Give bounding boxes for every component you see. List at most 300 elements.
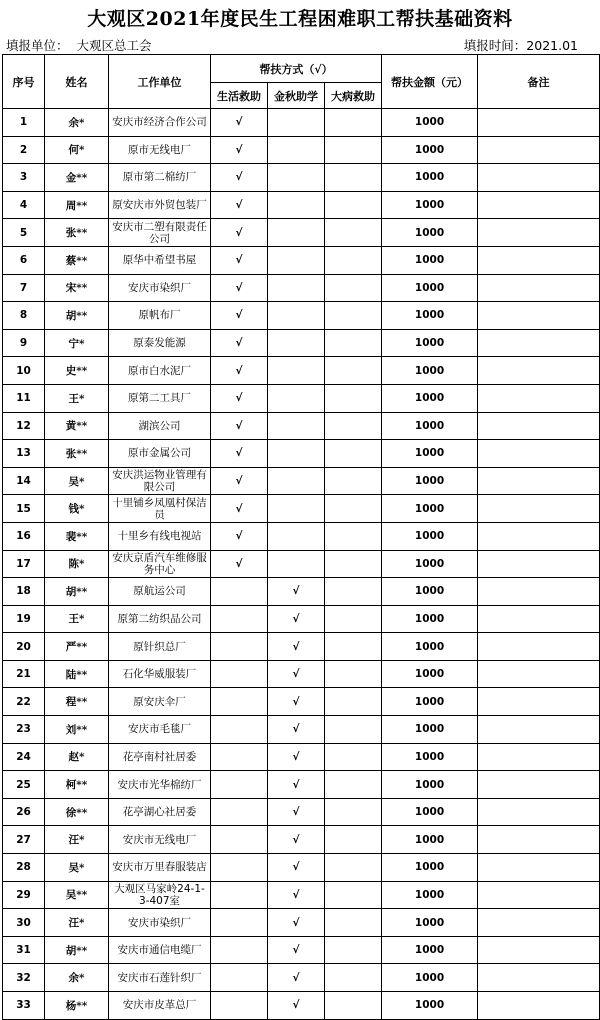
row-name: 王* xyxy=(45,605,109,633)
row-note xyxy=(478,909,600,937)
row-illness-aid-check xyxy=(325,633,382,661)
row-name: 刘** xyxy=(45,716,109,744)
row-autumn-study-check xyxy=(268,274,325,302)
row-autumn-study-check: √ xyxy=(268,578,325,606)
row-amount: 1000 xyxy=(382,467,478,495)
row-illness-aid-check xyxy=(325,329,382,357)
row-amount: 1000 xyxy=(382,605,478,633)
row-work-unit: 花亭南村社居委 xyxy=(109,743,211,771)
row-work-unit: 原航运公司 xyxy=(109,578,211,606)
row-autumn-study-check xyxy=(268,522,325,550)
row-autumn-study-check: √ xyxy=(268,688,325,716)
row-illness-aid-check xyxy=(325,936,382,964)
row-amount: 1000 xyxy=(382,826,478,854)
row-name: 胡** xyxy=(45,936,109,964)
row-amount: 1000 xyxy=(382,219,478,247)
row-note xyxy=(478,109,600,137)
row-living-aid-check: √ xyxy=(211,246,268,274)
row-autumn-study-check xyxy=(268,136,325,164)
row-living-aid-check xyxy=(211,578,268,606)
row-amount: 1000 xyxy=(382,909,478,937)
row-illness-aid-check xyxy=(325,522,382,550)
row-living-aid-check: √ xyxy=(211,467,268,495)
row-amount: 1000 xyxy=(382,716,478,744)
row-work-unit: 原安庆伞厂 xyxy=(109,688,211,716)
row-autumn-study-check xyxy=(268,384,325,412)
table-row xyxy=(3,357,600,385)
row-work-unit: 安庆市经济合作公司 xyxy=(109,109,211,137)
row-autumn-study-check: √ xyxy=(268,909,325,937)
row-amount: 1000 xyxy=(382,164,478,192)
row-living-aid-check: √ xyxy=(211,412,268,440)
table-row xyxy=(3,412,600,440)
row-note xyxy=(478,964,600,992)
table-row xyxy=(3,798,600,826)
row-work-unit: 十里乡有线电视站 xyxy=(109,522,211,550)
row-work-unit: 安庆市毛毯厂 xyxy=(109,716,211,744)
row-living-aid-check: √ xyxy=(211,329,268,357)
row-amount: 1000 xyxy=(382,495,478,523)
row-amount: 1000 xyxy=(382,302,478,330)
row-amount: 1000 xyxy=(382,412,478,440)
reporting-unit-value: 大观区总工会 xyxy=(76,38,152,53)
row-illness-aid-check xyxy=(325,743,382,771)
row-amount: 1000 xyxy=(382,771,478,799)
header-amount: 帮扶金额（元） xyxy=(382,55,478,109)
row-note xyxy=(478,164,600,192)
row-work-unit: 十里铺乡凤凰村保洁员 xyxy=(109,495,211,523)
table-row xyxy=(3,578,600,606)
table-row xyxy=(3,219,600,247)
row-living-aid-check xyxy=(211,771,268,799)
row-amount: 1000 xyxy=(382,522,478,550)
reporting-unit xyxy=(6,36,151,54)
row-autumn-study-check: √ xyxy=(268,798,325,826)
row-index: 25 xyxy=(3,771,45,799)
row-index: 27 xyxy=(3,826,45,854)
row-autumn-study-check xyxy=(268,440,325,468)
row-living-aid-check: √ xyxy=(211,495,268,523)
row-name: 程** xyxy=(45,688,109,716)
row-amount: 1000 xyxy=(382,743,478,771)
row-living-aid-check: √ xyxy=(211,274,268,302)
table-row xyxy=(3,688,600,716)
row-note xyxy=(478,688,600,716)
row-work-unit: 石化华威服装厂 xyxy=(109,660,211,688)
row-illness-aid-check xyxy=(325,550,382,578)
row-index: 12 xyxy=(3,412,45,440)
row-illness-aid-check xyxy=(325,164,382,192)
row-index: 3 xyxy=(3,164,45,192)
row-name: 杨** xyxy=(45,992,109,1020)
row-amount: 1000 xyxy=(382,550,478,578)
reporting-time-label: 填报时间： xyxy=(463,38,527,53)
header-work-unit: 工作单位 xyxy=(109,55,211,109)
table-row xyxy=(3,440,600,468)
row-name: 张** xyxy=(45,219,109,247)
row-note xyxy=(478,633,600,661)
row-work-unit: 原泰发能源 xyxy=(109,329,211,357)
row-note xyxy=(478,992,600,1020)
row-index: 28 xyxy=(3,854,45,882)
row-name: 吴* xyxy=(45,467,109,495)
table-row xyxy=(3,274,600,302)
row-illness-aid-check xyxy=(325,771,382,799)
row-illness-aid-check xyxy=(325,495,382,523)
table-row xyxy=(3,633,600,661)
row-amount: 1000 xyxy=(382,246,478,274)
row-name: 金** xyxy=(45,164,109,192)
row-name: 周** xyxy=(45,191,109,219)
header-note: 备注 xyxy=(478,55,600,109)
row-autumn-study-check xyxy=(268,329,325,357)
row-illness-aid-check xyxy=(325,274,382,302)
row-living-aid-check xyxy=(211,881,268,909)
row-name: 吴** xyxy=(45,881,109,909)
row-living-aid-check xyxy=(211,854,268,882)
header-method: 帮扶方式（√） xyxy=(211,55,382,83)
row-work-unit: 原安庆市外贸包装厂 xyxy=(109,191,211,219)
row-work-unit: 原市金属公司 xyxy=(109,440,211,468)
row-name: 何* xyxy=(45,136,109,164)
row-living-aid-check: √ xyxy=(211,550,268,578)
row-illness-aid-check xyxy=(325,246,382,274)
row-note xyxy=(478,191,600,219)
row-name: 胡** xyxy=(45,302,109,330)
row-amount: 1000 xyxy=(382,578,478,606)
row-name: 裴** xyxy=(45,522,109,550)
row-index: 26 xyxy=(3,798,45,826)
row-autumn-study-check: √ xyxy=(268,936,325,964)
row-index: 2 xyxy=(3,136,45,164)
row-autumn-study-check: √ xyxy=(268,854,325,882)
row-living-aid-check: √ xyxy=(211,302,268,330)
row-note xyxy=(478,219,600,247)
row-illness-aid-check xyxy=(325,467,382,495)
row-living-aid-check xyxy=(211,936,268,964)
row-index: 1 xyxy=(3,109,45,137)
row-index: 10 xyxy=(3,357,45,385)
row-autumn-study-check xyxy=(268,412,325,440)
row-illness-aid-check xyxy=(325,412,382,440)
row-index: 7 xyxy=(3,274,45,302)
row-note xyxy=(478,495,600,523)
reporting-time xyxy=(464,36,578,54)
row-note xyxy=(478,136,600,164)
row-note xyxy=(478,743,600,771)
row-index: 14 xyxy=(3,467,45,495)
row-index: 11 xyxy=(3,384,45,412)
row-name: 陆** xyxy=(45,660,109,688)
row-work-unit: 原市第二棉纺厂 xyxy=(109,164,211,192)
row-name: 王* xyxy=(45,384,109,412)
row-amount: 1000 xyxy=(382,936,478,964)
row-living-aid-check: √ xyxy=(211,136,268,164)
row-name: 宋** xyxy=(45,274,109,302)
row-living-aid-check: √ xyxy=(211,384,268,412)
row-note xyxy=(478,467,600,495)
row-amount: 1000 xyxy=(382,274,478,302)
row-note xyxy=(478,854,600,882)
row-note xyxy=(478,384,600,412)
row-note xyxy=(478,936,600,964)
reporting-unit-label: 填报单位： xyxy=(6,38,69,53)
row-living-aid-check xyxy=(211,909,268,937)
row-autumn-study-check: √ xyxy=(268,633,325,661)
row-illness-aid-check xyxy=(325,578,382,606)
row-work-unit: 安庆市石莲针织厂 xyxy=(109,964,211,992)
row-living-aid-check: √ xyxy=(211,522,268,550)
row-work-unit: 安庆洪运物业管理有限公司 xyxy=(109,467,211,495)
row-index: 17 xyxy=(3,550,45,578)
row-illness-aid-check xyxy=(325,909,382,937)
row-illness-aid-check xyxy=(325,964,382,992)
row-illness-aid-check xyxy=(325,219,382,247)
row-index: 13 xyxy=(3,440,45,468)
row-living-aid-check: √ xyxy=(211,109,268,137)
table-row xyxy=(3,109,600,137)
row-note xyxy=(478,329,600,357)
row-living-aid-check xyxy=(211,633,268,661)
row-work-unit: 安庆市二塑有限责任公司 xyxy=(109,219,211,247)
row-work-unit: 原针织总厂 xyxy=(109,633,211,661)
row-illness-aid-check xyxy=(325,136,382,164)
row-amount: 1000 xyxy=(382,992,478,1020)
assistance-table xyxy=(2,54,600,1020)
row-work-unit: 湖滨公司 xyxy=(109,412,211,440)
row-index: 29 xyxy=(3,881,45,909)
table-row xyxy=(3,716,600,744)
row-name: 吴* xyxy=(45,854,109,882)
header-name: 姓名 xyxy=(45,55,109,109)
row-index: 20 xyxy=(3,633,45,661)
row-illness-aid-check xyxy=(325,992,382,1020)
header-living-aid: 生活救助 xyxy=(211,83,268,109)
table-row xyxy=(3,826,600,854)
row-work-unit: 花亭湖心社居委 xyxy=(109,798,211,826)
row-work-unit: 原市无线电厂 xyxy=(109,136,211,164)
document-title: 大观区2021年度民生工程困难职工帮扶基础资料 xyxy=(87,8,513,30)
row-index: 6 xyxy=(3,246,45,274)
row-note xyxy=(478,412,600,440)
row-name: 柯** xyxy=(45,771,109,799)
row-illness-aid-check xyxy=(325,605,382,633)
row-illness-aid-check xyxy=(325,826,382,854)
row-amount: 1000 xyxy=(382,384,478,412)
row-autumn-study-check: √ xyxy=(268,881,325,909)
row-living-aid-check xyxy=(211,826,268,854)
row-index: 18 xyxy=(3,578,45,606)
row-autumn-study-check xyxy=(268,219,325,247)
row-work-unit: 安庆市光华棉纺厂 xyxy=(109,771,211,799)
row-amount: 1000 xyxy=(382,191,478,219)
row-name: 余* xyxy=(45,964,109,992)
row-index: 22 xyxy=(3,688,45,716)
row-amount: 1000 xyxy=(382,633,478,661)
row-name: 汪* xyxy=(45,909,109,937)
row-living-aid-check: √ xyxy=(211,164,268,192)
table-row xyxy=(3,881,600,909)
row-work-unit: 原第二纺织品公司 xyxy=(109,605,211,633)
row-note xyxy=(478,771,600,799)
table-row xyxy=(3,660,600,688)
row-index: 4 xyxy=(3,191,45,219)
row-illness-aid-check xyxy=(325,660,382,688)
row-living-aid-check: √ xyxy=(211,357,268,385)
table-row xyxy=(3,136,600,164)
row-note xyxy=(478,302,600,330)
row-amount: 1000 xyxy=(382,660,478,688)
row-amount: 1000 xyxy=(382,136,478,164)
row-index: 16 xyxy=(3,522,45,550)
row-autumn-study-check xyxy=(268,246,325,274)
row-living-aid-check xyxy=(211,992,268,1020)
table-row xyxy=(3,191,600,219)
row-autumn-study-check: √ xyxy=(268,716,325,744)
row-note xyxy=(478,826,600,854)
reporting-time-value: 2021.01 xyxy=(526,38,578,53)
row-name: 史** xyxy=(45,357,109,385)
row-name: 蔡** xyxy=(45,246,109,274)
row-note xyxy=(478,660,600,688)
row-autumn-study-check xyxy=(268,495,325,523)
row-illness-aid-check xyxy=(325,302,382,330)
row-index: 8 xyxy=(3,302,45,330)
row-name: 汪* xyxy=(45,826,109,854)
table-row xyxy=(3,329,600,357)
row-autumn-study-check xyxy=(268,357,325,385)
table-row xyxy=(3,854,600,882)
row-autumn-study-check: √ xyxy=(268,605,325,633)
row-living-aid-check xyxy=(211,743,268,771)
row-note xyxy=(478,357,600,385)
row-note xyxy=(478,246,600,274)
row-index: 23 xyxy=(3,716,45,744)
row-illness-aid-check xyxy=(325,109,382,137)
row-note xyxy=(478,550,600,578)
row-name: 钱* xyxy=(45,495,109,523)
row-amount: 1000 xyxy=(382,688,478,716)
row-work-unit: 安庆京盾汽车维修服务中心 xyxy=(109,550,211,578)
row-amount: 1000 xyxy=(382,329,478,357)
table-row xyxy=(3,495,600,523)
row-name: 余* xyxy=(45,109,109,137)
row-work-unit: 安庆市万里春服装店 xyxy=(109,854,211,882)
row-illness-aid-check xyxy=(325,716,382,744)
row-name: 黄** xyxy=(45,412,109,440)
row-autumn-study-check: √ xyxy=(268,826,325,854)
row-index: 30 xyxy=(3,909,45,937)
row-illness-aid-check xyxy=(325,440,382,468)
row-living-aid-check: √ xyxy=(211,440,268,468)
row-amount: 1000 xyxy=(382,109,478,137)
row-name: 胡** xyxy=(45,578,109,606)
row-name: 张** xyxy=(45,440,109,468)
row-living-aid-check xyxy=(211,605,268,633)
row-autumn-study-check: √ xyxy=(268,964,325,992)
row-name: 徐** xyxy=(45,798,109,826)
row-work-unit: 原市白水泥厂 xyxy=(109,357,211,385)
row-note xyxy=(478,605,600,633)
row-amount: 1000 xyxy=(382,440,478,468)
row-note xyxy=(478,798,600,826)
row-illness-aid-check xyxy=(325,881,382,909)
table-row xyxy=(3,302,600,330)
table-row xyxy=(3,743,600,771)
row-autumn-study-check: √ xyxy=(268,743,325,771)
row-autumn-study-check xyxy=(268,191,325,219)
row-note xyxy=(478,716,600,744)
row-work-unit: 安庆市皮革总厂 xyxy=(109,992,211,1020)
row-note xyxy=(478,522,600,550)
header-illness-aid: 大病救助 xyxy=(325,83,382,109)
row-work-unit: 安庆市染织厂 xyxy=(109,909,211,937)
row-index: 15 xyxy=(3,495,45,523)
row-illness-aid-check xyxy=(325,357,382,385)
row-work-unit: 安庆市染织厂 xyxy=(109,274,211,302)
row-index: 19 xyxy=(3,605,45,633)
row-autumn-study-check xyxy=(268,467,325,495)
row-work-unit: 原华中希望书屋 xyxy=(109,246,211,274)
row-illness-aid-check xyxy=(325,384,382,412)
header-index: 序号 xyxy=(3,55,45,109)
row-amount: 1000 xyxy=(382,964,478,992)
row-index: 9 xyxy=(3,329,45,357)
row-illness-aid-check xyxy=(325,798,382,826)
table-row xyxy=(3,550,600,578)
row-name: 赵* xyxy=(45,743,109,771)
table-row xyxy=(3,467,600,495)
table-row xyxy=(3,164,600,192)
row-autumn-study-check xyxy=(268,164,325,192)
row-index: 24 xyxy=(3,743,45,771)
row-living-aid-check: √ xyxy=(211,191,268,219)
row-illness-aid-check xyxy=(325,688,382,716)
row-living-aid-check xyxy=(211,964,268,992)
table-row xyxy=(3,522,600,550)
row-illness-aid-check xyxy=(325,854,382,882)
row-name: 宁* xyxy=(45,329,109,357)
row-illness-aid-check xyxy=(325,191,382,219)
row-autumn-study-check xyxy=(268,302,325,330)
row-living-aid-check xyxy=(211,798,268,826)
row-living-aid-check xyxy=(211,716,268,744)
row-index: 31 xyxy=(3,936,45,964)
row-index: 5 xyxy=(3,219,45,247)
table-row xyxy=(3,771,600,799)
row-work-unit: 大观区马家岭24-1-3-407室 xyxy=(109,881,211,909)
row-autumn-study-check xyxy=(268,109,325,137)
row-autumn-study-check: √ xyxy=(268,992,325,1020)
table-row xyxy=(3,246,600,274)
table-row xyxy=(3,909,600,937)
row-name: 陈* xyxy=(45,550,109,578)
row-living-aid-check xyxy=(211,688,268,716)
row-autumn-study-check: √ xyxy=(268,771,325,799)
row-index: 21 xyxy=(3,660,45,688)
row-note xyxy=(478,578,600,606)
row-living-aid-check: √ xyxy=(211,219,268,247)
row-amount: 1000 xyxy=(382,881,478,909)
row-living-aid-check xyxy=(211,660,268,688)
row-autumn-study-check: √ xyxy=(268,660,325,688)
row-note xyxy=(478,274,600,302)
row-work-unit: 安庆市无线电厂 xyxy=(109,826,211,854)
row-amount: 1000 xyxy=(382,854,478,882)
row-autumn-study-check xyxy=(268,550,325,578)
row-work-unit: 安庆市通信电缆厂 xyxy=(109,936,211,964)
row-work-unit: 原第二工具厂 xyxy=(109,384,211,412)
